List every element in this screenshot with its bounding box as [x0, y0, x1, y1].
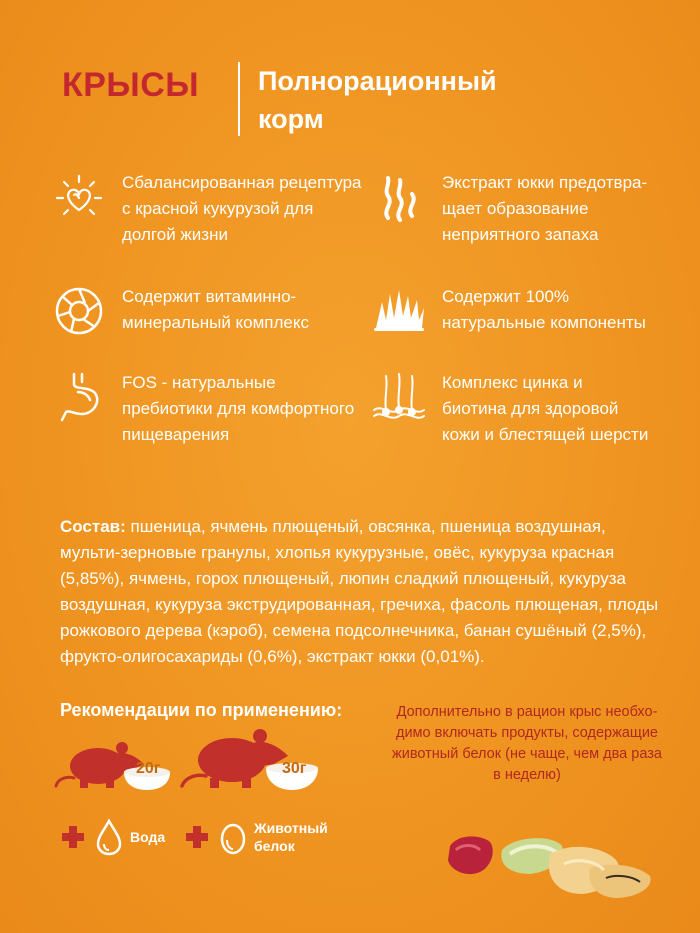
portion-amount: 30г: [282, 760, 307, 777]
composition-block: [60, 514, 660, 670]
feature-item: [372, 170, 647, 248]
plus-icon: [60, 824, 86, 850]
water-drop-icon: [94, 818, 124, 856]
composition-label: Состав:: [60, 517, 126, 536]
feature-item: [372, 370, 648, 448]
feature-text: Экстракт юкки предотвра- щает образование неприятного запаха: [442, 173, 648, 244]
food-photo: [440, 820, 660, 904]
composition-text: пшеница, ячмень плющеный, овсянка, пшеница воздушная, мульти-зерновые гранулы, хлопья кукурузные, овёс, кукуруза красная (5,85%), ячмень, горох плющеный, люпин сладкий плющеный, кукуруза воздушная, кукуруза экструдированная, гречиха, фасоль плющеная, плоды рожкового дерева (кэроб), семена подсолнечника, банан сушёный (2,5%), фрукто-олигосахариды (0,6%), экстракт юкки (0,01%).: [60, 517, 659, 666]
feature-item: [52, 170, 362, 248]
page-subtitle: Полнорационный корм: [258, 66, 497, 134]
feature-item: [52, 370, 354, 448]
portion-large: [178, 722, 328, 797]
feature-text: Содержит 100% натуральные компоненты: [442, 287, 646, 332]
page-title: КРЫСЫ: [62, 66, 200, 104]
recommendations-title: Рекомендации по применению:: [60, 700, 343, 720]
grass-icon: [372, 284, 426, 338]
heart-icon: [52, 170, 106, 224]
rat-small-icon: [52, 732, 182, 792]
stomach-icon: [52, 370, 106, 424]
hair-follicle-icon: [372, 370, 426, 424]
egg-icon: [218, 818, 248, 856]
extra-water: [60, 818, 165, 856]
feature-text: FOS - натуральные пребиотики для комфортного пищеварения: [122, 373, 355, 444]
extra-label: Вода: [130, 829, 166, 845]
extra-protein: [184, 818, 328, 856]
portion-amount: 20г: [136, 760, 161, 777]
feature-text: Комплекс цинка и биотина для здоровой кожи и блестящей шерсти: [442, 373, 649, 444]
odor-waves-icon: [372, 170, 426, 224]
feature-text: Сбалансированная рецептура с красной кукурузой для долгой жизни: [122, 173, 362, 244]
feature-item: [372, 284, 646, 338]
feature-item: [52, 284, 309, 338]
extra-label: Животный белок: [254, 820, 328, 854]
portion-small: [52, 732, 182, 797]
plus-icon: [184, 824, 210, 850]
header-divider: [238, 62, 240, 136]
vitamin-shutter-icon: [52, 284, 106, 338]
protein-note: Дополнительно в рацион крыс необхо- димо включать продукты, содержащие животный белок (не чаще, чем два раза в неделю): [392, 704, 662, 783]
rat-large-icon: [178, 722, 328, 792]
feature-text: Содержит витаминно- минеральный комплекс: [122, 287, 310, 332]
